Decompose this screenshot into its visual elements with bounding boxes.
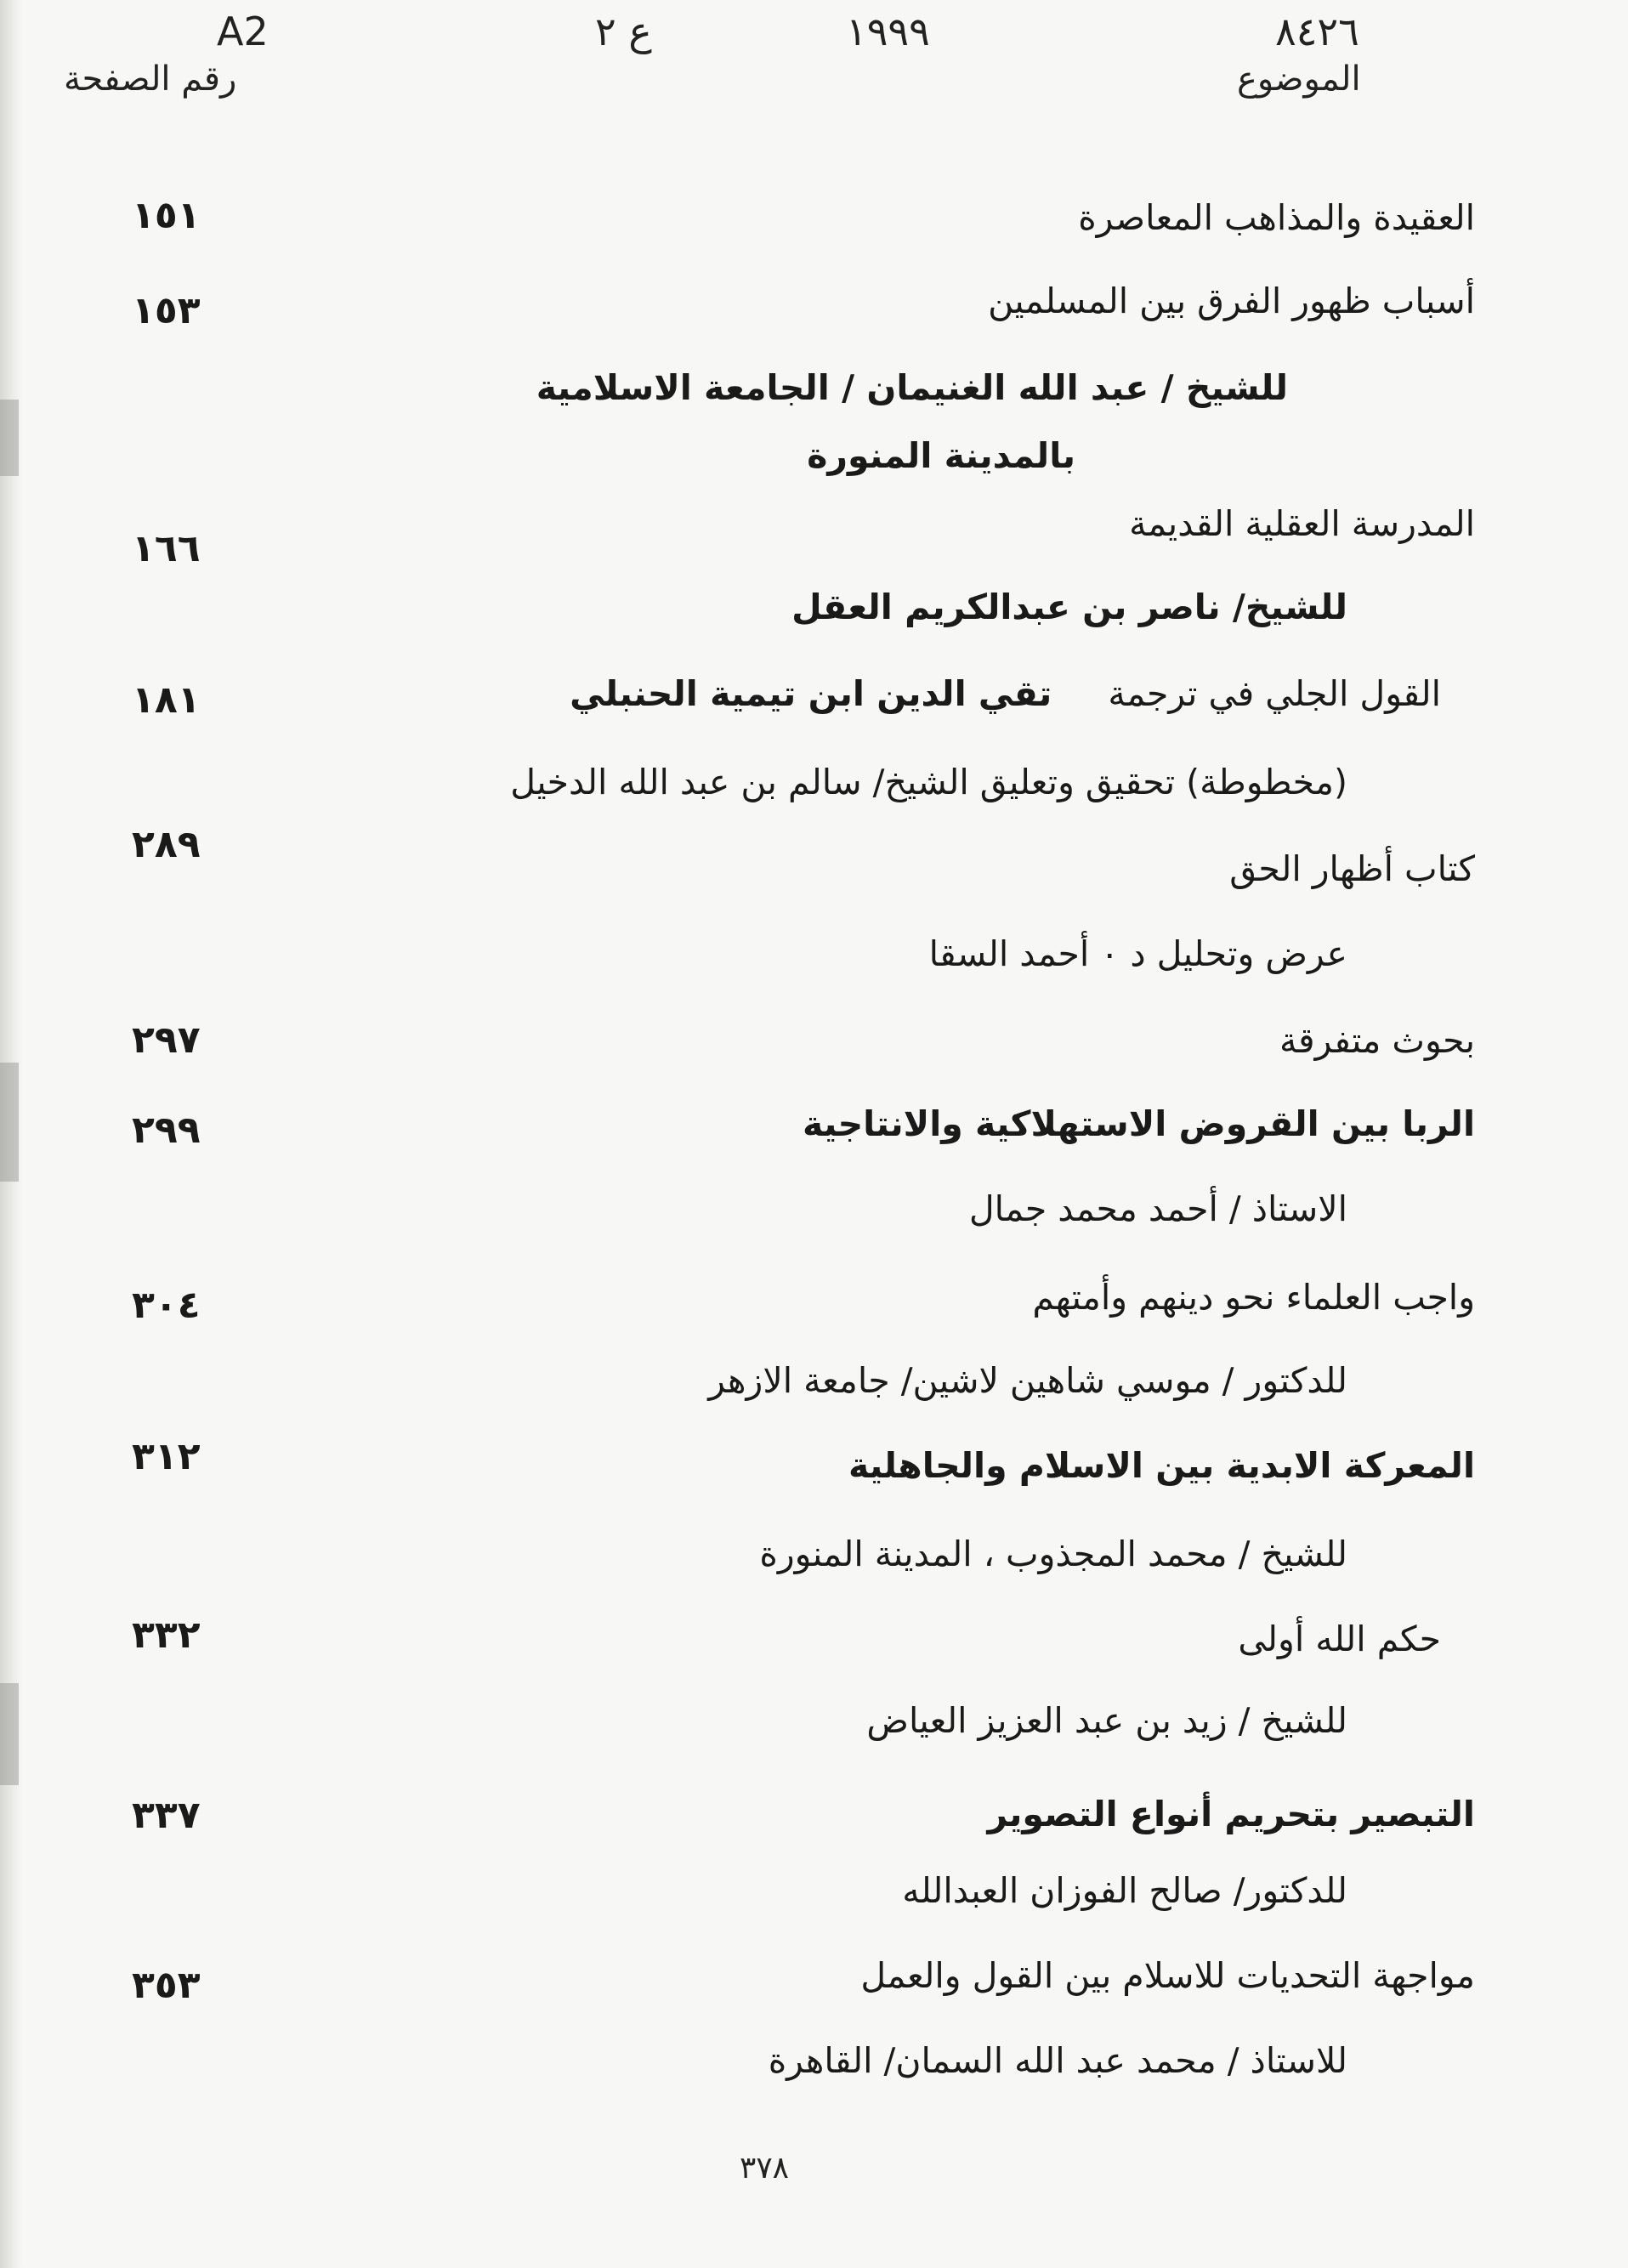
entry-title: العقيدة والمذاهب المعاصرة [1078,197,1475,238]
entry-author: عرض وتحليل د ٠ أحمد السقا [928,933,1347,974]
entry-page-number: ٣٣٢ [132,1613,201,1657]
entry-page-number: ٣١٢ [132,1435,201,1478]
entry-title: واجب العلماء نحو دينهم وأمتهم [1032,1277,1475,1318]
handwritten-note-ayn: ع ٢ [595,9,652,54]
entry-title: كتاب أظهار الحق [1229,848,1475,889]
entry-author-continued: بالمدينة المنورة [807,435,1075,476]
handwritten-note-a2: A2 [217,9,269,54]
footer-page-number: ٣٧٨ [740,2151,790,2186]
entry-title: الربا بين القروض الاستهلاكية والانتاجية [803,1103,1475,1144]
entry-author: للاستاذ / محمد عبد الله السمان/ القاهرة [768,2040,1347,2081]
entry-author: للشيخ / زيد بن عبد العزيز العياض [866,1700,1347,1741]
entry-author: للشيخ / محمد المجذوب ، المدينة المنورة [759,1534,1347,1574]
entry-page-number: ١٦٦ [132,527,201,570]
entry-title [570,673,1441,714]
entry-page-number: ٢٩٩ [132,1108,201,1152]
entry-page-number: ٣٣٧ [132,1794,201,1837]
entry-title: مواجهة التحديات للاسلام بين القول والعمل [860,1955,1475,1996]
tear-mark [0,1063,19,1182]
entry-page-number: ١٨١ [132,678,201,722]
entry-page-number: ٣٠٤ [132,1284,201,1327]
entry-title: المعركة الابدية بين الاسلام والجاهلية [848,1445,1475,1486]
entry-page-number: ٣٥٣ [132,1964,201,2007]
entry-page-number: ٢٨٩ [132,823,201,866]
page-number-column-header: رقم الصفحة [64,60,237,99]
tear-mark [0,400,19,476]
entry-title: أسباب ظهور الفرق بين المسلمين [988,281,1475,321]
entry-author: للدكتور/ صالح الفوزان العبدالله [902,1870,1347,1911]
entry-page-number: ٢٩٧ [132,1018,201,1062]
entry-title: حكم الله أولى [1238,1619,1441,1659]
entry-author: الاستاذ / أحمد محمد جمال [968,1188,1347,1229]
topic-column-header: الموضوع [1237,60,1361,99]
entry-page-number: ١٥١ [132,194,201,237]
entry-page-number: ١٥٣ [132,289,201,332]
handwritten-note-year: ١٩٩٩ [846,9,930,54]
entry-title: المدرسة العقلية القديمة [1129,503,1475,544]
entry-title-bold: تقي الدين ابن تيمية الحنبلي [570,673,1052,714]
entry-author: (مخطوطة) تحقيق وتعليق الشيخ/ سالم بن عبد الله الدخيل [510,762,1347,802]
entry-title-plain: القول الجلي في ترجمة [1108,673,1441,714]
entry-author: للشيخ / عبد الله الغنيمان / الجامعة الاسلامية [536,367,1288,408]
entry-author: للدكتور / موسي شاهين لاشين/ جامعة الازهر [708,1360,1347,1401]
entry-author: للشيخ/ ناصر بن عبدالكريم العقل [791,587,1347,627]
handwritten-note-number: ٨٤٢٦ [1275,9,1359,54]
entry-title: بحوث متفرقة [1279,1020,1475,1061]
entry-title: التبصير بتحريم أنواع التصوير [987,1794,1475,1834]
tear-mark [0,1683,19,1785]
